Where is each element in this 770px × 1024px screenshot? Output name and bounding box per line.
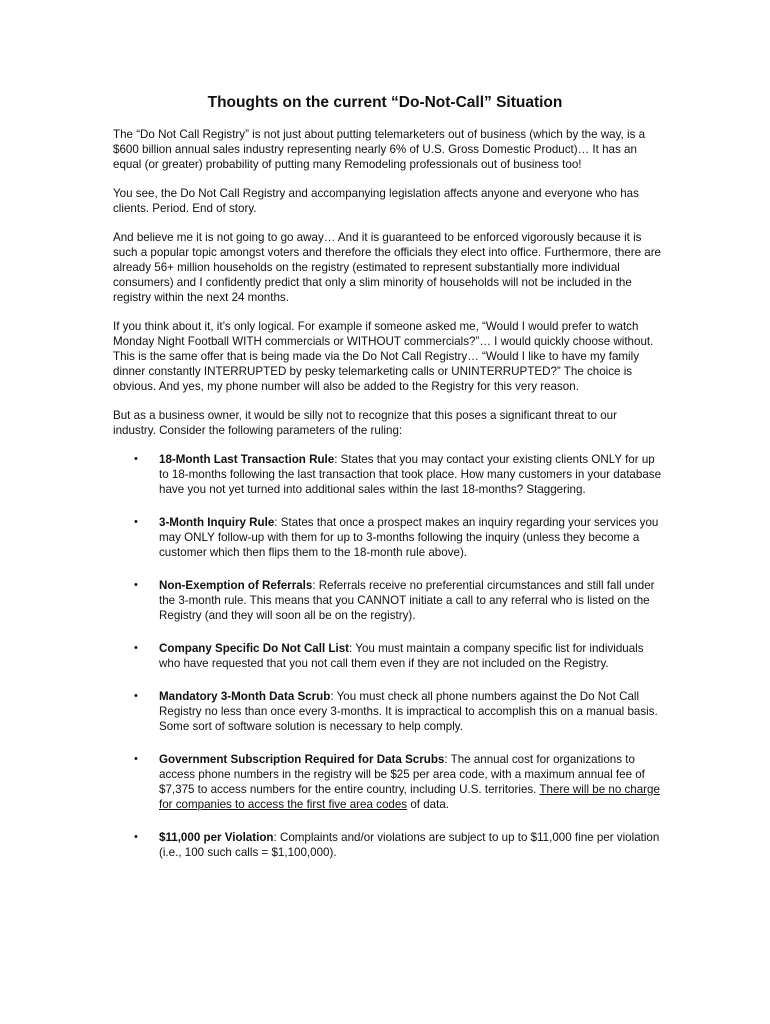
list-item [113,641,661,671]
bullet: • [134,690,138,702]
rule-text: : Complaints and/or violations are subject to up to $11,000 fine per violation (i.e., 100 such calls = $1,100,000). [159,831,660,859]
rule-name: $11,000 per Violation [159,831,274,844]
rule-text: : You must maintain a company specific list for individuals who have requested that you not call them even if they are not included on the Registry. [159,642,644,670]
list-item [113,689,661,734]
list-item [113,515,661,560]
document-title: Thoughts on the current “Do-Not-Call” Situation [207,94,563,111]
rule-name: 18-Month Last Transaction Rule [159,453,335,466]
rule-text: : Referrals receive no preferential circumstances and still fall under the 3-month rule. This means that you CANNOT initiate a call to any referral who is listed on the Registry (and they will soon all be on the registry). [159,579,655,622]
paragraph-logic: If you think about it, it’s only logical. For example if someone asked me, “Would I would prefer to watch Monday Night Football WITH commercials or WITHOUT commercials?”… I would quickly choose without. This is the same offer that is being made via the Do Not Call Registry… “Would I like to have my family dinner constantly INTERRUPTED by pesky telemarketing calls or UNINTERRUPTED?” The choice is obvious. And yes, my phone number will also be added to the Registry for this very reason. [113,320,654,393]
rule-name: Company Specific Do Not Call List [159,642,350,655]
rule-text: : You must check all phone numbers against the Do Not Call Registry no less than once every 3-months. It is impractical to accomplish this on a manual basis. Some sort of software solution is necessary to help comply. [159,690,658,733]
rule-name: Mandatory 3-Month Data Scrub [159,690,331,703]
rule-text-after: of data. [407,798,450,811]
paragraph-threat: But as a business owner, it would be silly not to recognize that this poses a significant threat to our industry. Consider the following parameters of the ruling: [113,409,617,437]
rule-text: : States that you may contact your existing clients ONLY for up to 18-months following the last transaction that took place. How many customers in your database have you not yet turned into additional sales within the last 18-months? Staggering. [159,453,662,496]
bullet: • [134,753,138,765]
paragraph-intro: The “Do Not Call Registry” is not just about putting telemarketers out of business (which by the way, is a $600 billion annual sales industry representing nearly 6% of U.S. Gross Domestic Product)… It has an equal (or greater) probability of putting many Remodeling professionals out of business too! [113,128,646,171]
list-item [113,578,661,623]
rule-underlined-text: There will be no charge for companies to access the first five area codes [159,783,660,811]
rule-text: : The annual cost for organizations to access phone numbers in the registry will be $25 per area code, with a maximum annual fee of $7,375 to access numbers for the entire country, including U.S. territories. [159,753,645,796]
document-body [113,127,661,878]
bullet: • [134,642,138,654]
bullet: • [134,516,138,528]
bullet: • [134,453,138,465]
rule-name: Non-Exemption of Referrals [159,579,313,592]
bullet: • [134,579,138,591]
rule-name: Government Subscription Required for Data Scrubs [159,753,445,766]
list-item [113,752,661,812]
rule-name: 3-Month Inquiry Rule [159,516,275,529]
paragraph-affects-everyone: You see, the Do Not Call Registry and accompanying legislation affects anyone and everyone who has clients. Period. End of story. [113,187,639,215]
paragraph-enforcement: And believe me it is not going to go away… And it is guaranteed to be enforced vigorously because it is such a popular topic amongst voters and therefore the officials they elect into office. Furthermore, there are already 56+ million households on the registry (estimated to represent substantially more individual consumers) and I confidently predict that only a slim minority of households will not be included in the registry within the next 24 months. [113,231,661,304]
list-item [113,452,661,497]
rule-text: : States that once a prospect makes an inquiry regarding your services you may ONLY follow-up with them for up to 3-months following the inquiry (unless they become a customer which then flips them to the 18-month rule above). [159,516,659,559]
bullet: • [134,831,138,843]
rules-list [113,452,661,860]
list-item [113,830,661,860]
